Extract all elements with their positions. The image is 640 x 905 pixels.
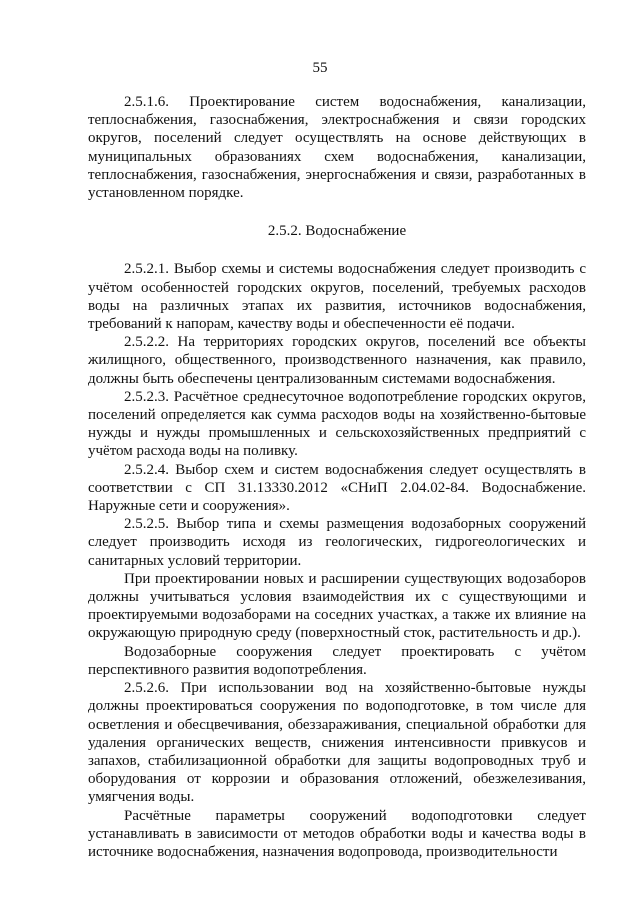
paragraph-2-5-2-1: 2.5.2.1. Выбор схемы и системы водоснабжения следует производить с учётом особенностей городских округов, поселений, требуемых расходов воды на различных этапах их развития, источников водоснабжения, требований к напорам, качеству воды и обеспеченности её подачи.: [88, 261, 586, 333]
document-body: [88, 93, 586, 861]
page-number: 55: [312, 60, 328, 76]
paragraph-2-5-2-6: 2.5.2.6. При использовании вод на хозяйственно-бытовые нужды должны проектироваться сооружения по водоподготовке, в том числе для осветления и обесцвечивания, обеззараживания, специальной обработки для удаления органических веществ, снижения интенсивности привкусов и запахов, стабилизационной обработки для защиты водопроводных труб и оборудования от коррозии и образования отложений, обезжелезивания, умягчения воды.: [88, 680, 586, 806]
paragraph-intake-design: При проектировании новых и расширении существующих водозаборов должны учитываться условия взаимодействия их с существующими и проектируемыми водозаборами на соседних участках, а также их влияние на окружающую природную среду (поверхностный сток, растительность и др.).: [88, 570, 586, 642]
paragraph-2-5-1-6: 2.5.1.6. Проектирование систем водоснабжения, канализации, теплоснабжения, газоснабжения, электроснабжения и связи городских округов, поселений следует осуществлять на основе действующих в муниципальных образованиях схем водоснабжения, канализации, теплоснабжения, газоснабжения, энергоснабжения и связи, разработанных в установленном порядке.: [88, 94, 586, 202]
paragraph-2-5-2-2: 2.5.2.2. На территориях городских округов, поселений все объекты жилищного, общественного, производственного назначения, как правило, должны быть обеспечены централизованным системами водоснабжения.: [88, 334, 586, 387]
paragraph-2-5-2-4: 2.5.2.4. Выбор схем и систем водоснабжения следует осуществлять в соответствии с СП 31.13330.2012 «СНиП 2.04.02-84. Водоснабжение. Наружные сети и сооружения».: [88, 461, 586, 515]
paragraph-2-5-2-3: 2.5.2.3. Расчётное среднесуточное водопотребление городских округов, поселений определяется как сумма расходов воды на хозяйственно-бытовые нужды и нужды промышленных и сельскохозяйственных предприятий с учётом расхода воды на поливку.: [88, 388, 586, 460]
paragraph-2-5-2-5: 2.5.2.5. Выбор типа и схемы размещения водозаборных сооружений следует производить исходя из геологических, гидрогеологических и санитарных условий территории.: [88, 516, 586, 569]
paragraph-intake-perspective: Водозаборные сооружения следует проектировать с учётом перспективного развития водопотребления.: [88, 643, 586, 678]
paragraph-treatment-parameters: Расчётные параметры сооружений водоподготовки следует устанавливать в зависимости от методов обработки воды и качества воды в источнике водоснабжения, назначения водопровода, производительности: [88, 807, 586, 860]
section-heading: 2.5.2. Водоснабжение: [267, 223, 407, 240]
